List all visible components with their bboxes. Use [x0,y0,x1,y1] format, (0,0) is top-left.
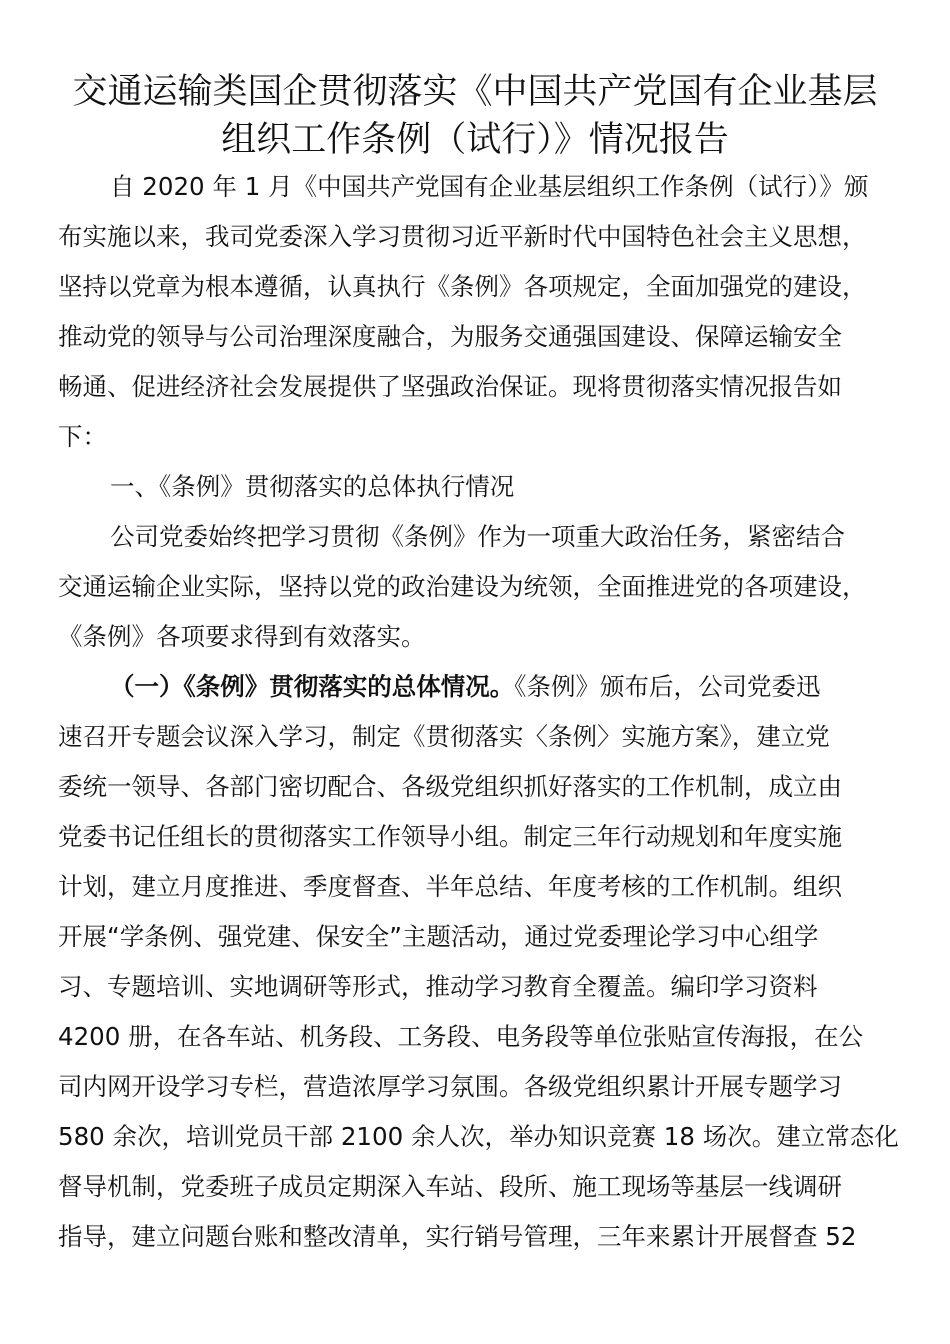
subsection-first-line [110,671,821,703]
intro-line-3: 坚持以党章为根本遵循，认真执行《条例》各项规定，全面加强党的建设， [58,272,867,301]
subsection-line-12: 指导，建立问题台账和整改清单，实行销号管理，三年来累计开展督查 52 [58,1222,857,1251]
subsection-line-3: 委统一领导、各部门密切配合、各级党组织抓好落实的工作机制，成立由 [58,772,842,801]
subsection-line-4: 党委书记任组长的贯彻落实工作领导小组。制定三年行动规划和年度实施 [58,822,842,851]
subsection-line-10: 580 余次，培训党员干部 2100 余人次，举办知识竞赛 18 场次。建立常态化 [58,1122,899,1151]
section-line-1: 公司党委始终把学习贯彻《条例》作为一项重大政治任务，紧密结合 [110,522,845,551]
intro-line-6: 下： [58,422,107,451]
intro-line-1: 自 2020 年 1 月《中国共产党国有企业基层组织工作条例（试行）》颁 [110,172,869,201]
subsection-line-2: 速召开专题会议深入学习，制定《贯彻落实〈条例〉实施方案》，建立党 [58,722,830,751]
subsection-line-7: 习、专题培训、实地调研等形式，推动学习教育全覆盖。编印学习资料 [58,972,818,1001]
intro-line-5: 畅通、促进经济社会发展提供了坚强政治保证。现将贯彻落实情况报告如 [58,372,842,401]
subsection-first-line-rest: 《条例》颁布后，公司党委迅 [514,672,821,701]
subsection-line-11: 督导机制，党委班子成员定期深入车站、段所、施工现场等基层一线调研 [58,1172,842,1201]
section-line-2: 交通运输企业实际，坚持以党的政治建设为统领，全面推进党的各项建设， [58,572,867,601]
section-heading: 一、《条例》贯彻落实的总体执行情况 [110,472,515,501]
intro-line-2: 布实施以来，我司党委深入学习贯彻习近平新时代中国特色社会主义思想， [58,222,867,251]
subsection-heading: （一）《条例》贯彻落实的总体情况。 [110,672,515,701]
section-line-3: 《条例》各项要求得到有效落实。 [58,622,426,651]
document-title-line-1: 交通运输类国企贯彻落实《中国共产党国有企业基层 [72,72,878,112]
subsection-line-9: 司内网开设学习专栏，营造浓厚学习氛围。各级党组织累计开展专题学习 [58,1072,842,1101]
subsection-line-5: 计划，建立月度推进、季度督查、半年总结、年度考核的工作机制。组织 [58,872,842,901]
subsection-line-8: 4200 册，在各车站、机务段、工务段、电务段等单位张贴宣传海报，在公 [58,1022,864,1051]
subsection-line-6: 开展“学条例、强党建、保安全”主题活动，通过党委理论学习中心组学 [58,922,819,951]
intro-line-4: 推动党的领导与公司治理深度融合，为服务交通强国建设、保障运输安全 [58,322,842,351]
document-title-line-2: 组织工作条例（试行）》情况报告 [221,120,729,160]
